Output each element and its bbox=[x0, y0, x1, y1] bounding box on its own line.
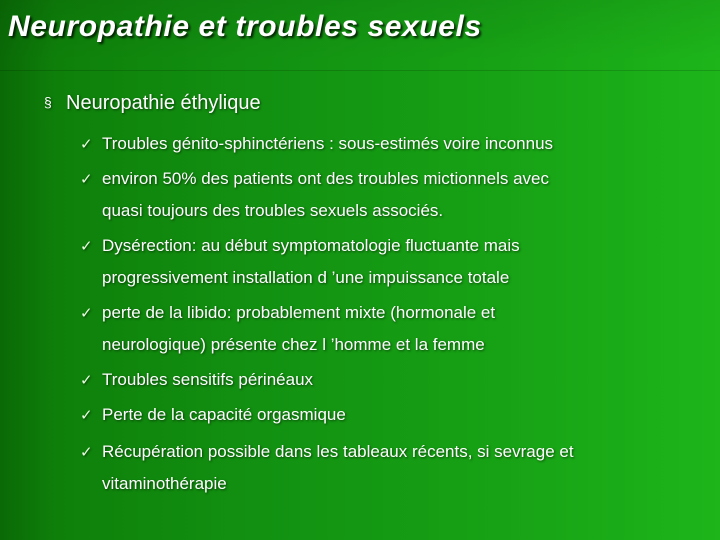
list-item-text: Perte de la capacité orgasmique bbox=[102, 405, 346, 424]
list-item-text: Troubles génito-sphinctériens : sous-estimés voire inconnus bbox=[102, 134, 554, 153]
check-icon: ✓ bbox=[80, 305, 93, 322]
list-item bbox=[80, 230, 680, 293]
check-icon: ✓ bbox=[80, 238, 93, 255]
list-item-text-continued: neurologique) présente chez l ’homme et la femme bbox=[102, 335, 485, 354]
main-bullet-text: Neuropathie éthylique bbox=[66, 92, 261, 114]
list-item-text: Troubles sensitifs périnéaux bbox=[102, 370, 314, 389]
list-item-text-continued: vitaminothérapie bbox=[102, 474, 227, 493]
list-item bbox=[80, 163, 680, 226]
list-item bbox=[80, 436, 680, 499]
slide-title: Neuropathie et troubles sexuels bbox=[8, 10, 482, 43]
main-bullet bbox=[44, 92, 261, 115]
list-item-text-continued: quasi toujours des troubles sexuels associés. bbox=[102, 201, 444, 220]
list-item bbox=[80, 399, 680, 431]
check-icon: ✓ bbox=[80, 136, 93, 153]
check-icon: ✓ bbox=[80, 444, 93, 461]
list-item-text-continued: progressivement installation d ’une impuissance totale bbox=[102, 268, 510, 287]
check-icon: ✓ bbox=[80, 407, 93, 424]
section-bullet-icon: § bbox=[44, 94, 52, 110]
list-item-text: Dysérection: au début symptomatologie fluctuante mais bbox=[102, 236, 520, 255]
list-item-text: Récupération possible dans les tableaux récents, si sevrage et bbox=[102, 442, 574, 461]
list-item-text: environ 50% des patients ont des troubles mictionnels avec bbox=[102, 169, 549, 188]
list-item bbox=[80, 297, 680, 360]
list-item-text: perte de la libido: probablement mixte (hormonale et bbox=[102, 303, 496, 322]
check-icon: ✓ bbox=[80, 372, 93, 389]
divider bbox=[0, 70, 720, 71]
list-item bbox=[80, 364, 680, 396]
check-icon: ✓ bbox=[80, 171, 93, 188]
list-item bbox=[80, 128, 680, 160]
